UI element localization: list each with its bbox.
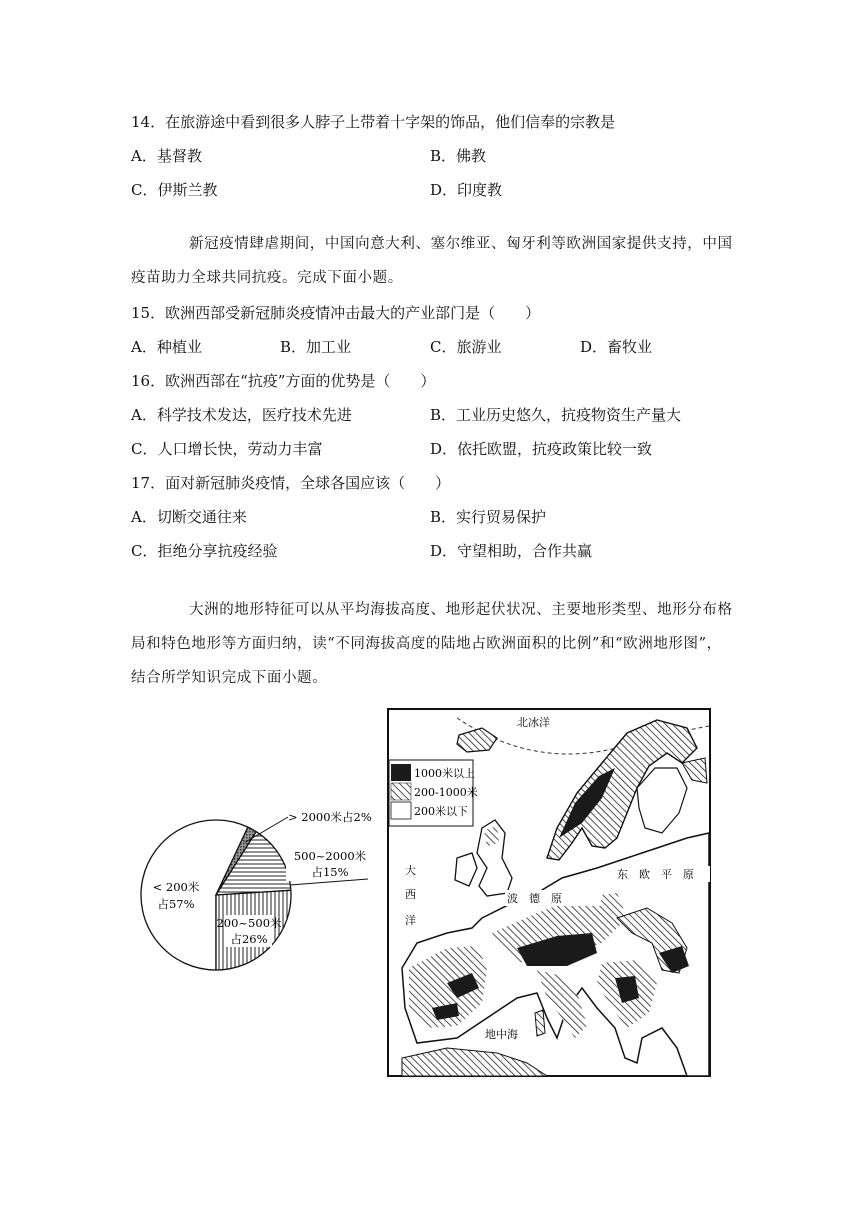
- pie-label-below-200-percent: 占57%: [157, 897, 195, 911]
- legend-label-mid: 200-1000米: [414, 786, 478, 799]
- q16-option-a: A．科学技术发达，医疗技术先进: [131, 406, 352, 424]
- label-mediterranean: 地中海: [485, 1028, 518, 1041]
- q15-option-b: B．加工业: [280, 338, 352, 356]
- q16-option-c: C．人口增长快，劳动力丰富: [131, 440, 323, 458]
- q15-option-c: C．旅游业: [430, 338, 502, 356]
- pie-label-200-500-range: 200~500米: [216, 916, 282, 930]
- pie-label-500-2000-percent: 占15%: [311, 865, 349, 879]
- q16-option-d: D．依托欧盟，抗疫政策比较一致: [430, 440, 653, 458]
- passage-covid-line-2: 疫苗助力全球共同抗疫。完成下面小题。: [131, 270, 403, 286]
- q17-stem: 17．面对新冠肺炎疫情，全球各国应该（ ）: [131, 474, 451, 492]
- label-atlantic-1: 大: [405, 864, 416, 877]
- legend-label-high: 1000米以上: [414, 767, 475, 780]
- q17-option-b: B．实行贸易保护: [430, 508, 547, 526]
- q15-option-d: D．畜牧业: [580, 338, 653, 356]
- q14-option-b: B．佛教: [430, 147, 487, 165]
- pie-label-below-200-range: < 200米: [152, 880, 200, 894]
- q17-option-a: A．切断交通往来: [131, 508, 247, 526]
- q14-option-a: A．基督教: [131, 147, 202, 165]
- q16-option-b: B．工业历史悠久，抗疫物资生产量大: [430, 406, 682, 424]
- legend-swatch-low: [391, 802, 411, 819]
- label-atlantic-3: 洋: [405, 914, 416, 927]
- legend-label-low: 200米以下: [414, 805, 468, 818]
- map-legend: [389, 760, 478, 826]
- q14-option-d: D．印度教: [430, 181, 503, 199]
- q17-option-c: C．拒绝分享抗疫经验: [131, 542, 278, 560]
- pie-label-above-2000: > 2000米占2%: [288, 810, 372, 824]
- elevation-pie-chart: [138, 795, 388, 995]
- passage-terrain-line-2: 局和特色地形等方面归纳，读“不同海拔高度的陆地占欧洲面积的比例”和“欧洲地形图”，: [131, 636, 722, 652]
- europe-terrain-map: [387, 708, 711, 1078]
- legend-swatch-high: [391, 764, 411, 781]
- label-arctic-ocean: 北冰洋: [517, 716, 550, 729]
- passage-terrain: [131, 593, 741, 695]
- passage-terrain-line-1: 大洲的地形特征可以从平均海拔高度、地形起伏状况、主要地形类型、地形分布格: [189, 602, 733, 618]
- passage-covid-line-1: 新冠疫情肆虐期间，中国向意大利、塞尔维亚、匈牙利等欧洲国家提供支持，中国: [189, 236, 733, 252]
- q15-option-a: A．种植业: [131, 338, 202, 356]
- label-polish-german-plain: 波 德 原: [507, 892, 562, 905]
- label-east-european-plain: 东 欧 平 原: [617, 868, 694, 881]
- passage-terrain-line-3: 结合所学知识完成下面小题。: [131, 670, 328, 686]
- pie-label-200-500-percent: 占26%: [230, 932, 268, 946]
- q17-option-d: D．守望相助，合作共赢: [430, 542, 593, 560]
- q16-stem: 16．欧洲西部在“抗疫”方面的优势是（ ）: [131, 372, 436, 390]
- q14-option-c: C．伊斯兰教: [131, 181, 218, 199]
- passage-covid: [131, 227, 741, 295]
- label-atlantic-2: 西: [405, 888, 416, 901]
- q15-stem: 15．欧洲西部受新冠肺炎疫情冲击最大的产业部门是（ ）: [131, 304, 541, 322]
- sardinia-island: [535, 1010, 545, 1036]
- q14-stem: 14．在旅游途中看到很多人脖子上带着十字架的饰品，他们信奉的宗教是: [131, 113, 616, 131]
- legend-swatch-mid: [391, 783, 411, 800]
- pie-label-500-2000-range: 500~2000米: [293, 849, 367, 863]
